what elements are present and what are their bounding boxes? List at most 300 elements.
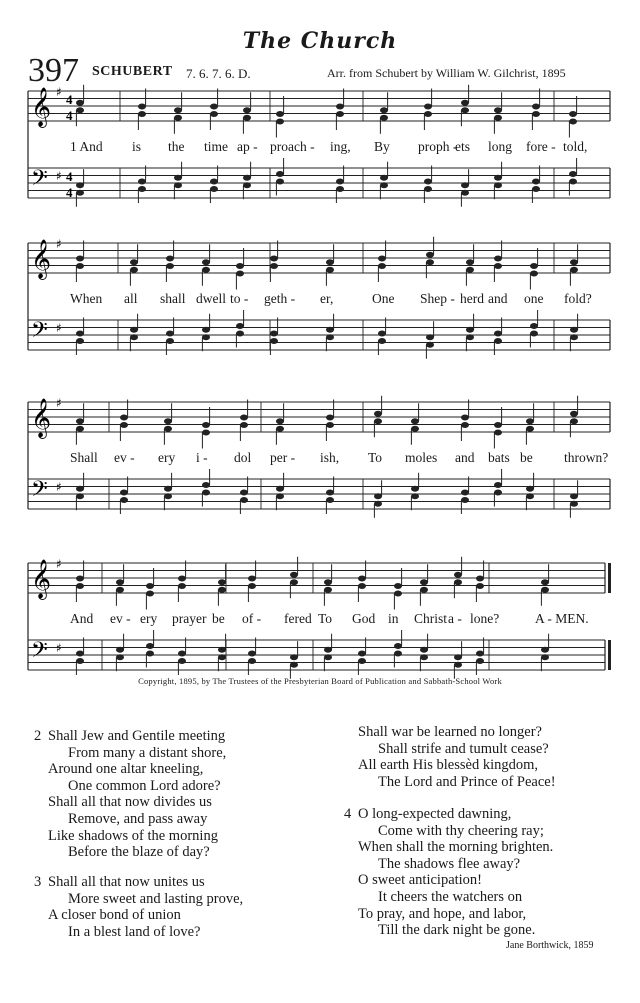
- note-head: [202, 430, 210, 436]
- note-head: [532, 104, 540, 110]
- note-head: [570, 267, 578, 273]
- stanza-number: 2: [34, 728, 42, 744]
- treble-staff: [28, 85, 610, 128]
- note-head: [270, 263, 278, 269]
- lyric-syllable: fered: [284, 611, 312, 626]
- note-head: [466, 259, 474, 265]
- sharp-key-signature-icon: ♯: [56, 557, 62, 571]
- stanza-line: Shall war be learned no longer?: [358, 724, 542, 740]
- treble-staff: [28, 237, 610, 280]
- bass-staff: [28, 166, 610, 200]
- lyric-syllable: herd: [460, 291, 484, 306]
- note-head: [276, 171, 284, 177]
- note-head: [76, 576, 84, 582]
- note-head: [326, 415, 334, 421]
- stanza-line: It cheers the watchers on: [378, 888, 523, 905]
- lyric-syllable: lone?: [470, 611, 500, 626]
- note-head: [270, 256, 278, 262]
- sharp-key-signature-icon: ♯: [56, 321, 62, 335]
- lyric-line-2: [0, 291, 640, 311]
- note-head: [530, 263, 538, 269]
- copyright-notice: Copyright, 1895, by The Trustees of the Presbyterian Board of Publication and Sabbath-School Work: [138, 676, 502, 686]
- note-head: [130, 334, 138, 340]
- note-head: [420, 587, 428, 593]
- note-head: [270, 331, 278, 337]
- sharp-key-signature-icon: ♯: [56, 641, 62, 655]
- note-head: [394, 591, 402, 597]
- note-head: [326, 422, 334, 428]
- note-head: [326, 327, 334, 333]
- note-head: [358, 583, 366, 589]
- note-head: [76, 426, 84, 432]
- lyric-syllable: Shep -: [420, 291, 455, 306]
- lyric-syllable: prayer: [172, 611, 207, 626]
- note-head: [420, 579, 428, 585]
- note-head: [494, 182, 502, 188]
- stanza-line: To pray, and hope, and labor,: [358, 905, 527, 922]
- treble-clef-icon: 𝄞: [31, 87, 52, 127]
- lyric-syllable: Christ: [414, 611, 448, 626]
- stanza-line: A closer bond of union: [48, 907, 181, 924]
- note-head: [76, 263, 84, 269]
- note-head: [570, 493, 578, 499]
- note-head: [358, 658, 366, 664]
- note-head: [240, 422, 248, 428]
- lyric-syllable: ets: [455, 139, 470, 154]
- note-head: [276, 111, 284, 117]
- note-head: [374, 411, 382, 417]
- lyric-syllable: ev -: [110, 611, 131, 626]
- note-head: [276, 119, 284, 125]
- note-head: [494, 263, 502, 269]
- note-head: [130, 327, 138, 333]
- text-author: Jane Borthwick, 1859: [506, 940, 594, 951]
- final-bar: [608, 640, 611, 670]
- note-head: [76, 256, 84, 262]
- note-head: [116, 647, 124, 653]
- note-head: [541, 587, 549, 593]
- note-head: [178, 651, 186, 657]
- note-head: [240, 497, 248, 503]
- note-head: [358, 651, 366, 657]
- note-head: [276, 426, 284, 432]
- note-head: [290, 572, 298, 578]
- stanza-line: The shadows flee away?: [378, 855, 521, 872]
- note-head: [426, 259, 434, 265]
- note-head: [494, 422, 502, 428]
- note-head: [236, 263, 244, 269]
- note-head: [461, 107, 469, 113]
- note-head: [276, 179, 284, 185]
- sharp-key-signature-icon: ♯: [56, 396, 62, 410]
- note-head: [541, 579, 549, 585]
- note-head: [120, 490, 128, 496]
- note-head: [240, 415, 248, 421]
- note-head: [76, 107, 84, 113]
- note-head: [494, 331, 502, 337]
- note-head: [466, 327, 474, 333]
- note-head: [326, 490, 334, 496]
- note-head: [120, 422, 128, 428]
- note-head: [270, 338, 278, 344]
- note-head: [210, 186, 218, 192]
- note-head: [276, 486, 284, 492]
- note-head: [424, 104, 432, 110]
- note-head: [76, 182, 84, 188]
- note-head: [454, 654, 462, 660]
- lyric-syllable: dwell: [196, 291, 226, 306]
- note-head: [174, 115, 182, 121]
- note-head: [243, 182, 251, 188]
- note-head: [541, 654, 549, 660]
- note-head: [290, 654, 298, 660]
- lyric-syllable: A - MEN.: [535, 611, 589, 626]
- note-head: [76, 583, 84, 589]
- stanza-line: All earth His blessèd kingdom,: [358, 757, 539, 774]
- stanza-line: Remove, and pass away: [68, 810, 208, 827]
- note-head: [76, 658, 84, 664]
- note-head: [146, 591, 154, 597]
- note-head: [476, 651, 484, 657]
- note-head: [420, 647, 428, 653]
- note-head: [494, 490, 502, 496]
- time-signature-bottom: 4: [66, 108, 73, 123]
- sharp-key-signature-icon: ♯: [56, 237, 62, 251]
- note-head: [76, 418, 84, 424]
- note-head: [380, 175, 388, 181]
- lyric-syllable: a -: [448, 611, 462, 626]
- note-head: [166, 256, 174, 262]
- lyric-syllable: time: [204, 139, 228, 154]
- note-head: [541, 647, 549, 653]
- lyric-syllable: And: [70, 611, 94, 626]
- lyric-syllable: is: [132, 139, 142, 154]
- lyric-syllable: proach -: [270, 139, 315, 154]
- note-head: [476, 583, 484, 589]
- lyric-syllable: Shall: [70, 450, 98, 465]
- note-head: [324, 579, 332, 585]
- stanza-line: Before the blaze of day?: [68, 844, 210, 861]
- note-head: [116, 579, 124, 585]
- bass-staff: [28, 477, 610, 509]
- note-head: [76, 190, 84, 196]
- note-head: [374, 501, 382, 507]
- note-head: [324, 647, 332, 653]
- sharp-key-signature-icon: ♯: [56, 85, 62, 99]
- note-head: [526, 426, 534, 432]
- note-head: [461, 182, 469, 188]
- lyric-syllable: long: [488, 139, 513, 154]
- lyric-syllable: To: [318, 611, 333, 626]
- treble-staff: [28, 396, 610, 439]
- note-head: [476, 576, 484, 582]
- stanza-line: From many a distant shore,: [68, 744, 227, 761]
- note-head: [461, 422, 469, 428]
- lyric-syllable: shall: [160, 291, 186, 306]
- note-head: [174, 107, 182, 113]
- note-head: [336, 104, 344, 110]
- lyric-syllable: per -: [270, 450, 296, 465]
- note-head: [276, 493, 284, 499]
- hymn-number: 397: [28, 52, 79, 89]
- lyric-syllable: To: [368, 450, 383, 465]
- lyric-syllable: fore -: [526, 139, 556, 154]
- stanza-3-first-half: [34, 874, 244, 940]
- note-head: [290, 579, 298, 585]
- note-head: [424, 179, 432, 185]
- note-head: [240, 490, 248, 496]
- note-head: [569, 119, 577, 125]
- note-head: [570, 501, 578, 507]
- lyric-syllable: fold?: [564, 291, 592, 306]
- note-head: [178, 658, 186, 664]
- note-head: [570, 327, 578, 333]
- bass-staff: [28, 318, 610, 350]
- bass-clef-icon: 𝄢: [31, 166, 48, 196]
- note-head: [494, 107, 502, 113]
- stanza-line: When shall the morning brighten.: [358, 839, 554, 856]
- note-head: [454, 662, 462, 668]
- note-head: [530, 271, 538, 277]
- note-head: [76, 651, 84, 657]
- treble-clef-icon: 𝄞: [31, 239, 52, 279]
- stanza-line: Shall all that now divides us: [48, 794, 212, 811]
- note-head: [276, 418, 284, 424]
- note-head: [138, 186, 146, 192]
- note-head: [166, 263, 174, 269]
- note-head: [380, 107, 388, 113]
- note-head: [374, 418, 382, 424]
- note-head: [248, 583, 256, 589]
- lyric-syllable: ery: [158, 450, 176, 465]
- note-head: [202, 327, 210, 333]
- lyric-syllable: to -: [230, 291, 249, 306]
- note-head: [324, 654, 332, 660]
- note-head: [494, 430, 502, 436]
- note-head: [164, 493, 172, 499]
- lyric-syllable: bats: [488, 450, 510, 465]
- note-head: [248, 651, 256, 657]
- arrangement-credit: Arr. from Schubert by William W. Gilchrist, 1895: [327, 66, 566, 80]
- stanza-number: 3: [34, 874, 42, 890]
- note-head: [530, 323, 538, 329]
- note-head: [248, 658, 256, 664]
- lyric-syllable: ing,: [330, 139, 351, 154]
- time-signature-top: 4: [66, 169, 73, 184]
- note-head: [243, 175, 251, 181]
- bass-clef-icon: 𝄢: [31, 318, 48, 348]
- lyric-syllable: God: [352, 611, 376, 626]
- note-head: [130, 267, 138, 273]
- note-head: [426, 252, 434, 258]
- note-head: [378, 338, 386, 344]
- tune-name: SCHUBERT: [92, 64, 173, 79]
- lyric-syllable: When: [70, 291, 103, 306]
- bass-clef-icon: 𝄢: [31, 638, 48, 668]
- note-head: [116, 587, 124, 593]
- note-head: [243, 107, 251, 113]
- note-head: [526, 486, 534, 492]
- note-head: [178, 576, 186, 582]
- sharp-key-signature-icon: ♯: [56, 480, 62, 494]
- note-head: [426, 334, 434, 340]
- note-head: [326, 267, 334, 273]
- note-head: [426, 342, 434, 348]
- note-head: [236, 323, 244, 329]
- note-head: [146, 651, 154, 657]
- note-head: [569, 111, 577, 117]
- note-head: [218, 587, 226, 593]
- note-head: [218, 654, 226, 660]
- note-head: [76, 331, 84, 337]
- note-head: [532, 186, 540, 192]
- note-head: [336, 111, 344, 117]
- section-title: The Church: [242, 28, 398, 54]
- stanza-line: Shall Jew and Gentile meeting: [48, 728, 226, 744]
- stanza-line: In a blest land of love?: [68, 923, 201, 940]
- lyric-syllable: thrown?: [564, 450, 609, 465]
- note-head: [461, 490, 469, 496]
- note-head: [130, 259, 138, 265]
- note-head: [394, 643, 402, 649]
- stanza-line: Shall all that now unites us: [48, 874, 205, 890]
- stanza-line: More sweet and lasting prove,: [68, 890, 244, 907]
- note-head: [411, 486, 419, 492]
- time-signature-bottom: 4: [66, 185, 73, 200]
- lyric-syllable: 1 And: [70, 139, 103, 154]
- note-head: [326, 259, 334, 265]
- note-head: [336, 186, 344, 192]
- stanza-line: Like shadows of the morning: [48, 827, 218, 844]
- note-head: [569, 171, 577, 177]
- note-head: [424, 111, 432, 117]
- note-head: [76, 493, 84, 499]
- note-head: [411, 493, 419, 499]
- note-head: [290, 662, 298, 668]
- note-head: [236, 271, 244, 277]
- note-head: [494, 175, 502, 181]
- note-head: [466, 334, 474, 340]
- stanza-line: Come with thy cheering ray;: [378, 822, 544, 839]
- meter: 7. 6. 7. 6. D.: [186, 66, 251, 81]
- lyric-line-4: [0, 611, 640, 631]
- stanza-line: One common Lord adore?: [68, 777, 221, 794]
- note-head: [202, 482, 210, 488]
- note-head: [138, 104, 146, 110]
- lyric-syllable: and: [455, 450, 475, 465]
- note-head: [570, 334, 578, 340]
- note-head: [336, 179, 344, 185]
- stanza-line: Till the dark night be gone.: [378, 922, 536, 939]
- note-head: [494, 482, 502, 488]
- note-head: [411, 418, 419, 424]
- lyric-syllable: ish,: [320, 450, 340, 465]
- lyric-syllable: of -: [242, 611, 262, 626]
- lyric-syllable: in: [388, 611, 399, 626]
- note-head: [210, 111, 218, 117]
- lyric-syllable: i -: [196, 450, 208, 465]
- note-head: [202, 490, 210, 496]
- lyric-syllable: proph -: [418, 139, 458, 154]
- note-head: [138, 111, 146, 117]
- note-head: [380, 115, 388, 121]
- note-head: [236, 331, 244, 337]
- note-head: [494, 115, 502, 121]
- note-head: [461, 190, 469, 196]
- note-head: [202, 334, 210, 340]
- note-head: [394, 651, 402, 657]
- note-head: [76, 486, 84, 492]
- stanza-3-second-half: [358, 724, 556, 790]
- lyric-syllable: dol: [234, 450, 252, 465]
- note-head: [380, 182, 388, 188]
- final-bar: [608, 563, 611, 593]
- stanza-4: [344, 806, 554, 939]
- note-head: [164, 418, 172, 424]
- note-head: [494, 256, 502, 262]
- note-head: [461, 100, 469, 106]
- note-head: [454, 579, 462, 585]
- note-head: [164, 426, 172, 432]
- note-head: [174, 175, 182, 181]
- note-head: [120, 415, 128, 421]
- note-head: [378, 331, 386, 337]
- note-head: [461, 415, 469, 421]
- note-head: [248, 576, 256, 582]
- stanza-line: Around one altar kneeling,: [48, 761, 204, 778]
- stanza-line: O long-expected dawning,: [358, 806, 512, 822]
- sharp-key-signature-icon: ♯: [56, 169, 62, 183]
- note-head: [326, 334, 334, 340]
- lyric-line-1: [0, 139, 640, 159]
- lyric-syllable: be: [520, 450, 533, 465]
- treble-clef-icon: 𝄞: [31, 559, 52, 599]
- lyric-syllable: told,: [563, 139, 588, 154]
- note-head: [146, 643, 154, 649]
- lyric-syllable: By: [374, 139, 390, 154]
- stanza-number: 4: [344, 806, 352, 822]
- lyric-syllable: moles: [405, 450, 438, 465]
- stanza-2: [34, 728, 227, 861]
- note-head: [202, 259, 210, 265]
- note-head: [174, 182, 182, 188]
- note-head: [532, 111, 540, 117]
- note-head: [120, 497, 128, 503]
- note-head: [146, 583, 154, 589]
- note-head: [570, 418, 578, 424]
- note-head: [569, 179, 577, 185]
- note-head: [466, 267, 474, 273]
- note-head: [411, 426, 419, 432]
- note-head: [394, 583, 402, 589]
- note-head: [424, 186, 432, 192]
- note-head: [76, 100, 84, 106]
- note-head: [178, 583, 186, 589]
- stanza-line: Shall strife and tumult cease?: [378, 740, 549, 757]
- note-head: [476, 658, 484, 664]
- lyric-syllable: one: [524, 291, 544, 306]
- lyric-syllable: be: [212, 611, 225, 626]
- lyric-syllable: ev -: [114, 450, 135, 465]
- note-head: [243, 115, 251, 121]
- note-head: [116, 654, 124, 660]
- lyric-syllable: ap -: [237, 139, 258, 154]
- note-head: [202, 267, 210, 273]
- lyric-syllable: geth -: [264, 291, 296, 306]
- lyric-syllable: One: [372, 291, 395, 306]
- note-head: [218, 647, 226, 653]
- time-signature-top: 4: [66, 92, 73, 107]
